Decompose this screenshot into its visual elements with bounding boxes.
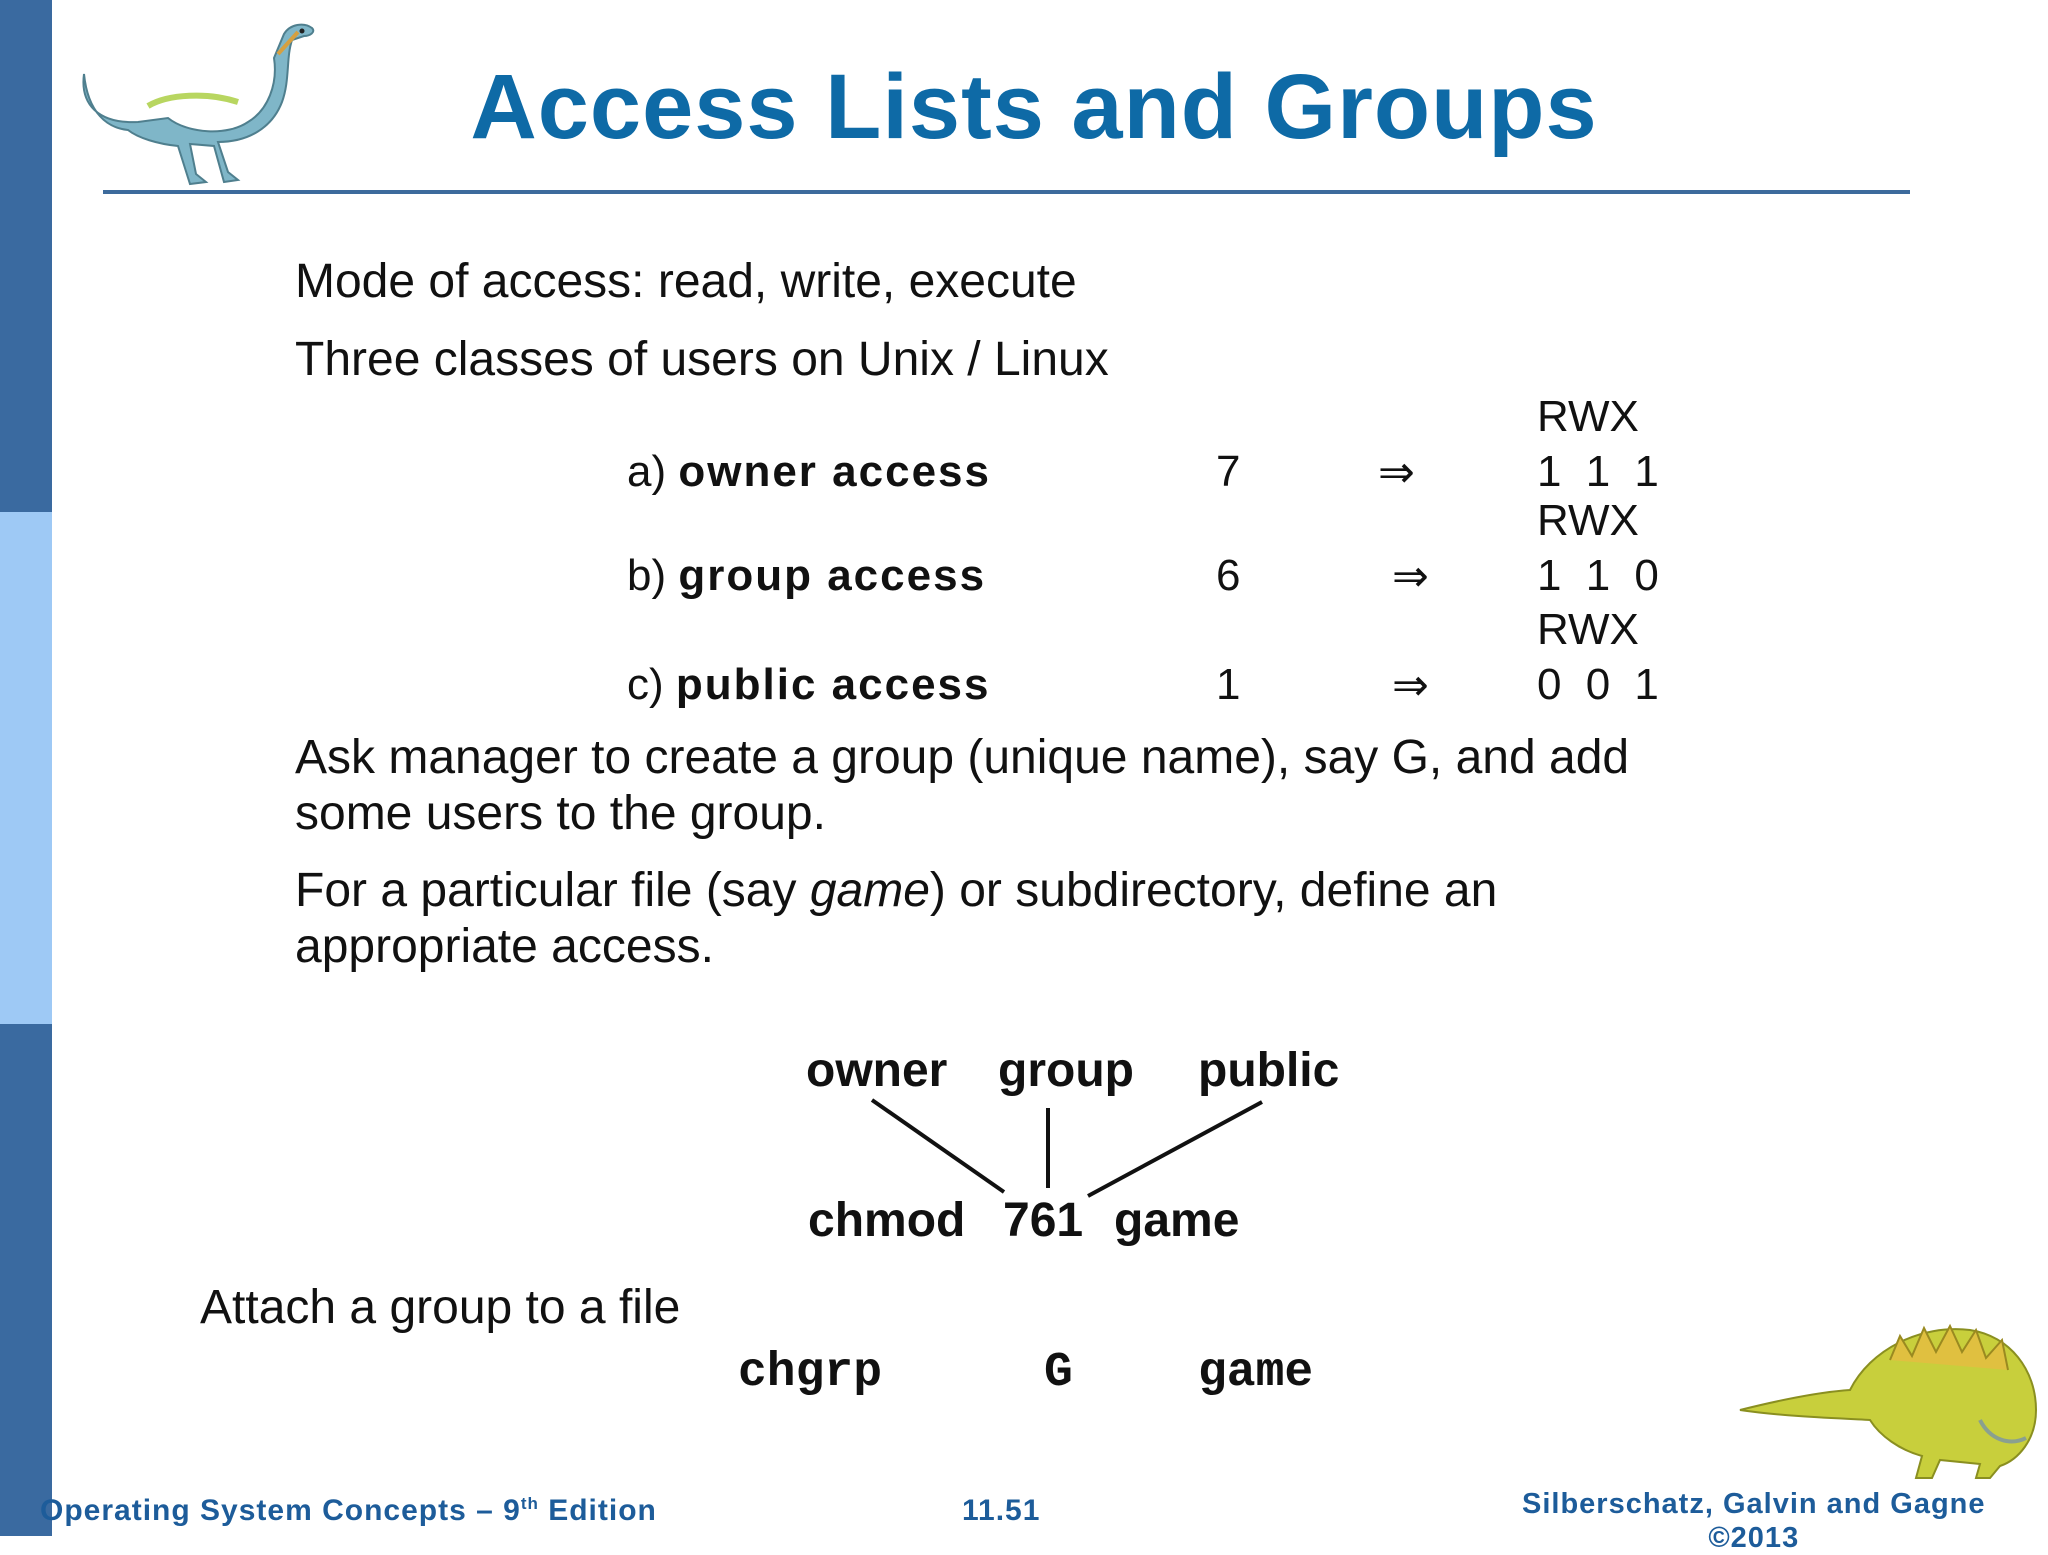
create-group-text: Ask manager to create a group (unique name), say G, and add some users to the group.	[295, 731, 1630, 840]
connector-public	[1088, 1102, 1262, 1196]
public-access-value: 1	[1216, 660, 1241, 709]
rwx-header-public: RWX	[1537, 605, 1639, 654]
define-access-text	[295, 863, 1745, 975]
group-access-value: 6	[1216, 551, 1241, 600]
row-prefix: c)	[627, 660, 664, 709]
sidebar-segment-middle	[0, 512, 52, 1024]
diagram-file-name: game	[1114, 1194, 1240, 1247]
footer-title-tail: Edition	[538, 1494, 657, 1527]
left-sidebar-stripe	[0, 0, 52, 1536]
footer-title-main: Operating System Concepts – 9	[40, 1494, 521, 1527]
row-prefix: b)	[627, 551, 667, 600]
slide-title: Access Lists and Groups	[470, 56, 1598, 158]
rwx-header-group: RWX	[1537, 496, 1639, 545]
footer-page-number: 11.51	[962, 1494, 1041, 1527]
title-divider	[103, 190, 1910, 194]
diagram-group-label: group	[998, 1044, 1134, 1097]
chgrp-group-arg: G	[1044, 1346, 1073, 1400]
footer-title-sup: th	[520, 1494, 539, 1513]
owner-access-value: 7	[1216, 447, 1241, 496]
sidebar-segment-bottom	[0, 1024, 52, 1536]
connector-owner	[872, 1100, 1004, 1192]
row-label-text: owner access	[678, 447, 991, 496]
diagram-public-label: public	[1198, 1044, 1340, 1097]
user-classes-text: Three classes of users on Unix / Linux	[295, 333, 1109, 386]
implies-arrow-icon: ⇒	[1378, 448, 1415, 497]
implies-arrow-icon: ⇒	[1392, 552, 1429, 601]
row-label-text: public access	[675, 660, 991, 709]
owner-access-label	[627, 447, 991, 497]
footer-authors-line1: Silberschatz, Galvin and Gagne	[1522, 1488, 1986, 1520]
footer-book-title	[40, 1494, 657, 1528]
footer-authors	[1522, 1487, 1986, 1554]
attach-group-text: Attach a group to a file	[200, 1281, 681, 1334]
owner-access-bits: 1 1 1	[1537, 447, 1665, 496]
group-access-label	[627, 551, 986, 601]
row-label-text: group access	[678, 551, 987, 600]
footer-authors-line2: ©2013	[1708, 1522, 1800, 1554]
rwx-header-owner: RWX	[1537, 392, 1639, 441]
chgrp-command: chgrp	[738, 1346, 883, 1400]
chmod-diagram	[780, 1030, 1400, 1260]
mode-of-access-text: Mode of access: read, write, execute	[295, 255, 1077, 308]
diagram-owner-label: owner	[806, 1044, 948, 1097]
file-text-italic: game	[809, 864, 930, 917]
file-text-after: ) or subdirectory, define an appropriate access.	[295, 864, 1498, 973]
diagram-chmod-cmd: chmod	[808, 1194, 966, 1247]
chgrp-file-arg: game	[1198, 1346, 1314, 1400]
diagram-mode-number: 761	[1003, 1194, 1084, 1247]
dinosaur-icon	[1740, 1300, 2040, 1480]
row-prefix: a)	[627, 447, 667, 496]
public-access-label	[627, 660, 991, 710]
implies-arrow-icon: ⇒	[1392, 661, 1429, 710]
file-text-before: For a particular file (say	[295, 864, 810, 917]
public-access-bits: 0 0 1	[1537, 660, 1665, 709]
group-access-bits: 1 1 0	[1537, 551, 1665, 600]
